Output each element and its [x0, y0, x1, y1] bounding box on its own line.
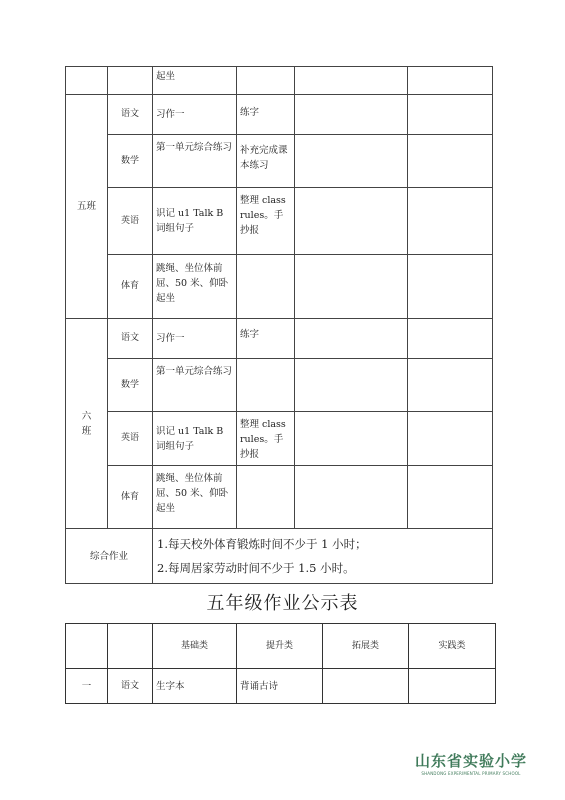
misc-content [153, 529, 493, 584]
subject-label: 英语 [108, 188, 153, 255]
subject-label: 语文 [108, 669, 153, 704]
school-name-en: SHANDONG EXPERIMENTAL PRIMARY SCHOOL [421, 771, 521, 776]
cell-basic: 识记 u1 Talk B 词组句子 [153, 188, 237, 255]
cell-improve: 整理 class rules。手抄报 [237, 412, 295, 466]
class-label-line2: 班 [81, 425, 92, 437]
header-practice: 实践类 [409, 624, 496, 669]
class-label: 五班 [66, 95, 108, 319]
class-label-line1: 六 [81, 410, 92, 422]
table-row [66, 67, 493, 95]
homework-table-bottom [65, 623, 496, 704]
section-title: 五年级作业公示表 [206, 593, 359, 614]
cell-improve [237, 255, 295, 319]
cell-improve [237, 466, 295, 529]
header-extend: 拓展类 [323, 624, 409, 669]
school-name-cn: 山东省实验小学 [414, 752, 527, 770]
subject-label: 体育 [108, 466, 153, 529]
cell-improve: 练字 [237, 95, 295, 135]
table-row [66, 359, 493, 412]
table-row [66, 466, 493, 529]
header-improve: 提升类 [237, 624, 323, 669]
header-basic: 基础类 [153, 624, 237, 669]
table-row [66, 529, 493, 584]
table-row [66, 95, 493, 135]
misc-line-1: 1.每天校外体育锻炼时间不少于 1 小时； [157, 537, 367, 551]
table-row [66, 669, 496, 704]
cell-basic: 起坐 [153, 67, 237, 95]
school-logo [415, 750, 527, 776]
table-row [66, 412, 493, 466]
misc-line-2: 2.每周居家劳动时间不少于 1.5 小时。 [157, 561, 355, 575]
subject-label: 体育 [108, 255, 153, 319]
misc-label: 综合作业 [66, 529, 153, 584]
table-row [66, 135, 493, 188]
class-label: 一 [66, 669, 108, 704]
table-row [66, 255, 493, 319]
table-row [66, 188, 493, 255]
cell-improve: 练字 [237, 319, 295, 359]
cell-improve: 补充完成课本练习 [237, 135, 295, 188]
subject-label: 数学 [108, 135, 153, 188]
cell-improve: 整理 class rules。手抄报 [237, 188, 295, 255]
cell-basic: 跳绳、坐位体前屈、50 米、仰卧起坐 [153, 466, 237, 529]
cell-basic: 跳绳、坐位体前屈、50 米、仰卧起坐 [153, 255, 237, 319]
class-label [66, 319, 108, 529]
cell-basic: 习作一 [153, 95, 237, 135]
table-row [66, 319, 493, 359]
subject-label: 语文 [108, 95, 153, 135]
homework-table-top [65, 66, 493, 584]
subject-label: 数学 [108, 359, 153, 412]
cell-basic: 第一单元综合练习 [153, 135, 237, 188]
cell-improve [237, 359, 295, 412]
cell-basic: 识记 u1 Talk B 词组句子 [153, 412, 237, 466]
cell-basic: 第一单元综合练习 [153, 359, 237, 412]
cell-improve: 背诵古诗 [237, 669, 323, 704]
cell-basic: 习作一 [153, 319, 237, 359]
table-header-row [66, 624, 496, 669]
subject-label: 语文 [108, 319, 153, 359]
cell-basic: 生字本 [153, 669, 237, 704]
subject-label: 英语 [108, 412, 153, 466]
